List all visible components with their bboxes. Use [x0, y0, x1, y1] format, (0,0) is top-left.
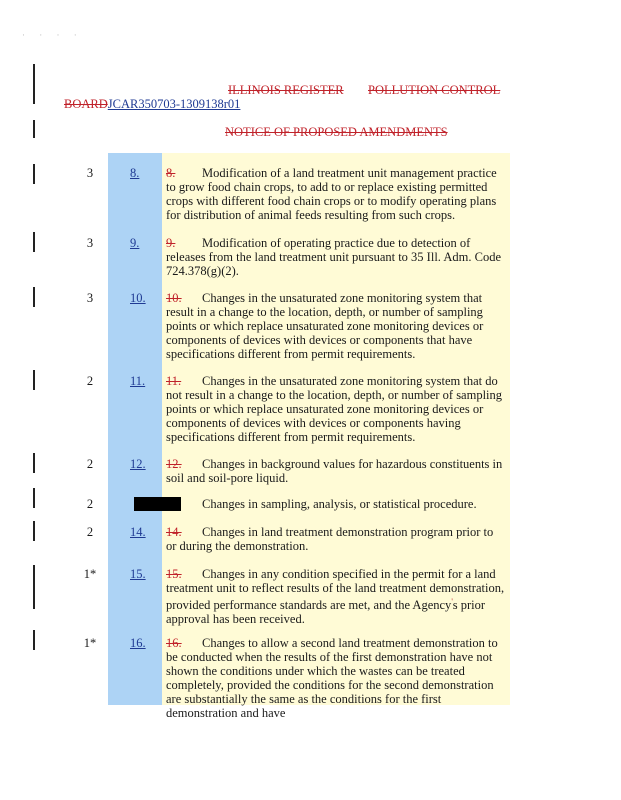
item-body: Changes in any condition specified in the permit for a land treatment unit to reflect results of the land treatment demonstration, provided performance standards are met, and the Agency [166, 567, 505, 613]
change-bar [33, 521, 35, 541]
deleted-number: 8. [166, 166, 176, 180]
item-text [166, 567, 506, 626]
item-text [166, 291, 506, 361]
item-number: 14. [130, 525, 146, 539]
deleted-number: 12. [166, 457, 182, 471]
item-body: Changes in land treatment demonstration program prior to or during the demonstration. [166, 525, 494, 553]
item-number: 11. [130, 374, 146, 388]
tier-value: 3 [86, 291, 94, 305]
item-text [166, 525, 506, 553]
deleted-number: 9. [166, 236, 176, 250]
item-text [166, 166, 506, 222]
tier-value: 3 [86, 166, 94, 180]
item-text [166, 497, 506, 511]
item-number: 8. [130, 166, 140, 180]
change-bar [33, 164, 35, 184]
board-heading-deleted-2: BOARD [64, 97, 108, 111]
board-heading-deleted: POLLUTION CONTROL [368, 83, 501, 97]
item-text [166, 636, 506, 720]
item-number: 9. [130, 236, 140, 250]
change-bar [33, 565, 35, 609]
tier-value: 2 [86, 497, 94, 511]
deleted-number: 16. [166, 636, 182, 650]
item-body: Changes in the unsaturated zone monitoring system that do not result in a change to the location, depth, or number of sampling points or which replace unsaturated zone monitoring devices or components of devices with devices or components having specifications different from permit requirements. [166, 374, 503, 444]
deleted-number: 15. [166, 567, 182, 581]
tier-value: 2 [86, 374, 94, 388]
change-bar [33, 287, 35, 307]
item-body: Modification of operating practice due to detection of releases from the land treatment unit pursuant to 35 Ill. Adm. Code 724.378(g)(2). [166, 236, 501, 278]
tier-value: 2 [86, 457, 94, 471]
deleted-number: 10. [166, 291, 182, 305]
change-bar [33, 453, 35, 473]
item-number: 12. [130, 457, 146, 471]
tier-value: 1* [83, 567, 97, 581]
item-number: 15. [130, 567, 146, 581]
item-body: Modification of a land treatment unit management practice to grow food chain crops, to add to or replace existing permitted crops with different food chain crops or to modify operating plans for distribution of animal feeds resulting from such crops. [166, 166, 497, 222]
change-bar [33, 488, 35, 508]
tier-value: 1* [83, 636, 97, 650]
item-number: 10. [130, 291, 146, 305]
notice-heading-deleted: NOTICE OF PROPOSED AMENDMENTS [225, 125, 448, 139]
jcar-line [64, 97, 240, 112]
item-body-continued: s prior approval has been received. [166, 598, 486, 627]
change-bar [33, 370, 35, 390]
item-body: Changes in background values for hazardous constituents in soil and soil-pore liquid. [166, 457, 503, 485]
inserted-apostrophe: ' [451, 597, 453, 606]
item-text [166, 457, 506, 485]
change-bar [33, 120, 35, 138]
register-heading-deleted: ILLINOIS REGISTER [228, 83, 344, 97]
item-body: Changes in the unsaturated zone monitoring system that result in a change to the location, depth, or number of sampling points or which replace unsaturated zone monitoring devices or components of devices with devices or components that have specifications different from permit requirements. [166, 291, 484, 361]
item-body: Changes in sampling, analysis, or statistical procedure. [202, 497, 477, 511]
change-bar [33, 64, 35, 104]
deleted-number: 14. [166, 525, 182, 539]
deleted-number: 11. [166, 374, 182, 388]
tier-value: 3 [86, 236, 94, 250]
item-text [166, 374, 506, 444]
scan-artifact: · · · · [22, 30, 83, 40]
change-bar [33, 232, 35, 252]
change-bar [33, 630, 35, 650]
jcar-code-inserted: JCAR350703-1309138r01 [107, 97, 241, 111]
item-text [166, 236, 506, 278]
tier-value: 2 [86, 525, 94, 539]
item-number: 16. [130, 636, 146, 650]
item-body: Changes to allow a second land treatment demonstration to be conducted when the results of the first demonstration have not shown the conditions under which the wastes can be treated completely, provided the conditions for the second demonstration are substantially the same as the conditions for the first demonstration and have [166, 636, 498, 720]
